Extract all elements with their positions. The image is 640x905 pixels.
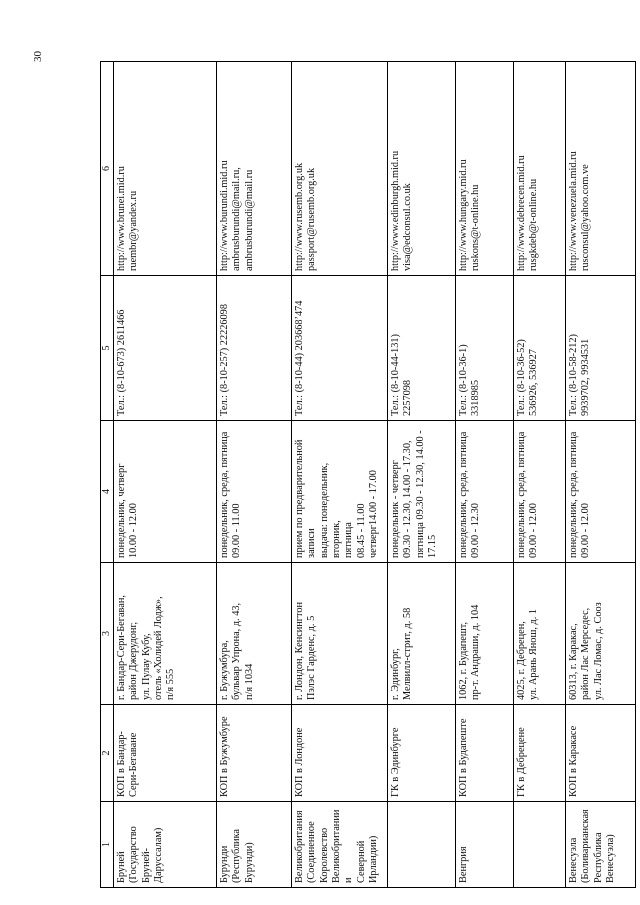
- country-cell: [566, 802, 636, 888]
- consulate-table: [100, 61, 636, 888]
- cell-line: г. Лондон, Кенсингтон: [294, 601, 305, 700]
- cell-line: 1062, г. Будапешт,: [458, 621, 469, 700]
- web-contact-cell: [217, 62, 292, 276]
- cell-line: ambrusburundi@mail.ru,: [231, 167, 243, 271]
- cell-line: выдача: понедельник, вторник,: [318, 462, 343, 558]
- table-row: [292, 62, 388, 888]
- cell-line: Тел.: (8-10-257) 22226098: [219, 304, 230, 416]
- cell-line: ГК в Эдинбурге: [390, 727, 401, 797]
- mission-cell: [456, 705, 514, 802]
- web-contact-cell: [388, 62, 456, 276]
- country-cell: [514, 802, 566, 888]
- cell-line: ruembr@yandex.ru: [128, 190, 140, 271]
- hours-cell: [217, 421, 292, 563]
- page-number: 30: [32, 51, 44, 62]
- cell-line: г. Бандар-Сери-Бегаван,: [116, 595, 127, 700]
- cell-line: http://www.rusemb.org.uk: [294, 162, 305, 271]
- cell-line: http://www.brunei.mid.ru: [116, 166, 127, 271]
- cell-line: четверг14.00 - 17.00: [368, 470, 380, 558]
- mission-cell: [388, 705, 456, 802]
- phone-cell: [514, 276, 566, 421]
- cell-line: 17.15: [427, 534, 439, 558]
- hours-cell: [566, 421, 636, 563]
- table-row: [388, 62, 456, 888]
- column-number: 1: [101, 802, 114, 888]
- cell-line: Бурунди): [243, 842, 255, 883]
- cell-line: Венесуэла): [605, 834, 617, 883]
- cell-line: 3318985: [470, 379, 482, 416]
- mission-cell: [514, 705, 566, 802]
- cell-line: понедельник, четверг: [116, 463, 127, 558]
- column-number: 6: [101, 62, 114, 276]
- cell-line: Тел.: (8-10-36-1): [458, 344, 469, 416]
- cell-line: записи: [306, 528, 318, 558]
- cell-line: г. Бужумбура,: [219, 640, 230, 700]
- web-contact-cell: [114, 62, 217, 276]
- cell-line: Тел.: (8-10-44) 203668’474: [294, 300, 305, 416]
- cell-line: http://www.venezuela.mid.ru: [568, 151, 579, 271]
- column-number: 2: [101, 705, 114, 802]
- country-cell: [114, 802, 217, 888]
- cell-line: http://www.hungary.mid.ru: [458, 159, 469, 271]
- mission-cell: [566, 705, 636, 802]
- cell-line: (Республика: [231, 829, 243, 883]
- web-contact-cell: [456, 62, 514, 276]
- cell-line: 4025, г. Дебрецен,: [516, 621, 527, 700]
- cell-line: Бурунди: [219, 845, 230, 883]
- cell-line: Тел.: (8-10-44-131): [390, 334, 401, 416]
- cell-line: г. Эдинбург,: [390, 648, 401, 700]
- address-cell: [514, 563, 566, 705]
- cell-line: ул. Арань Янош, д. 1: [528, 608, 540, 700]
- cell-line: http://www.debrecen.mid.ru: [516, 155, 527, 271]
- mission-cell: [292, 705, 388, 802]
- country-cell: [456, 802, 514, 888]
- cell-line: понедельник, среда, пятница: [568, 431, 579, 558]
- cell-line: (Соединенное: [306, 821, 318, 883]
- cell-line: 09.00 - 11.00: [231, 503, 243, 558]
- cell-line: отель «Холидей Лодж»,: [153, 596, 165, 700]
- cell-line: Пэлэс Гарденс, д. 5: [306, 615, 318, 700]
- cell-line: ГК в Дебрецене: [516, 727, 527, 797]
- cell-line: http://www.edinburgh.mid.ru: [390, 150, 401, 271]
- cell-line: 2257098: [402, 379, 414, 416]
- cell-line: ул. Лас Ломас, д. Сооз: [592, 602, 604, 700]
- cell-line: 09.00 - 12.00: [580, 503, 592, 558]
- address-cell: [456, 563, 514, 705]
- cell-line: ул. Пулау Кубу,: [140, 633, 152, 700]
- cell-line: пятница: [343, 522, 355, 558]
- hours-cell: [514, 421, 566, 563]
- hours-cell: [388, 421, 456, 563]
- phone-cell: [292, 276, 388, 421]
- mission-cell: [217, 705, 292, 802]
- cell-line: http://www.burundi.mid.ru: [219, 160, 230, 271]
- cell-line: Бруней: [116, 851, 127, 883]
- cell-line: понедельник, среда, пятница: [219, 431, 230, 558]
- cell-line: rusgkdeb@t-online.hu: [528, 178, 540, 271]
- cell-line: Королевство: [318, 827, 330, 883]
- address-cell: [388, 563, 456, 705]
- cell-line: 08.45 - 11.00: [355, 503, 367, 558]
- column-number: 4: [101, 421, 114, 563]
- phone-cell: [388, 276, 456, 421]
- cell-line: Тел.: (8-10-58-212): [568, 334, 579, 416]
- rotated-table-wrapper: [100, 62, 617, 888]
- cell-line: Мелвилл-стрит, д. 58: [402, 607, 414, 700]
- address-cell: [292, 563, 388, 705]
- web-contact-cell: [292, 62, 388, 276]
- table-row: [456, 62, 514, 888]
- column-number-row: [101, 62, 114, 888]
- cell-line: visa@edconsul.co.uk: [402, 183, 414, 271]
- column-number: 3: [101, 563, 114, 705]
- cell-line: Венгрия: [458, 846, 469, 883]
- cell-line: Даруссалам): [153, 827, 165, 883]
- phone-cell: [566, 276, 636, 421]
- cell-line: passport@rusemb.org.uk: [306, 167, 318, 271]
- cell-line: 9939702, 9934531: [580, 338, 592, 416]
- phone-cell: [456, 276, 514, 421]
- cell-line: Тел.: (8-10-36-52): [516, 339, 527, 416]
- cell-line: 536926, 536927: [528, 349, 540, 416]
- address-cell: [217, 563, 292, 705]
- cell-line: КОП в Лондоне: [294, 727, 305, 797]
- cell-line: понедельник, среда, пятница: [458, 431, 469, 558]
- cell-line: 09.00 - 12.00: [528, 503, 540, 558]
- country-cell: [388, 802, 456, 888]
- cell-line: Бруней-: [140, 847, 152, 883]
- cell-line: район Лас Мерседес,: [580, 607, 592, 700]
- cell-line: ambrusburundi@mail.ru: [243, 169, 255, 271]
- cell-line: понедельник, среда, пятница: [516, 431, 527, 558]
- cell-line: 09.30 - 12.30, 14.00 - 17.30,: [402, 440, 414, 558]
- table-row: [514, 62, 566, 888]
- phone-cell: [217, 276, 292, 421]
- cell-line: Великобритании и: [331, 809, 355, 883]
- cell-line: пр-т. Андраши, д. 104: [470, 604, 482, 700]
- country-cell: [292, 802, 388, 888]
- cell-line: Ирландии): [368, 835, 380, 883]
- cell-line: п/я 1034: [243, 663, 255, 700]
- cell-line: район Джерудонг,: [128, 621, 140, 700]
- table-row: [217, 62, 292, 888]
- cell-line: (Боливарианская: [580, 809, 592, 883]
- cell-line: КОП в Будапеште: [458, 718, 469, 797]
- cell-line: Республика: [592, 832, 604, 883]
- column-number: 5: [101, 276, 114, 421]
- address-cell: [566, 563, 636, 705]
- cell-line: Северной: [355, 840, 367, 883]
- cell-line: Великобритания: [294, 810, 305, 883]
- web-contact-cell: [566, 62, 636, 276]
- cell-line: понедельник - четверг: [390, 460, 401, 558]
- cell-line: п/я 555: [165, 668, 177, 700]
- cell-line: пятница 09.30 - 12.30, 14.00 -: [414, 430, 426, 558]
- cell-line: Тел.: (8-10-673) 2611466: [116, 309, 127, 416]
- cell-line: КОП в Каракасе: [568, 725, 579, 797]
- phone-cell: [114, 276, 217, 421]
- cell-line: КОП в Бандар-: [116, 731, 127, 797]
- cell-line: Венесуэла: [568, 837, 579, 883]
- cell-line: 60313, г. Каракас,: [568, 623, 579, 700]
- hours-cell: [114, 421, 217, 563]
- cell-line: (Государство: [128, 826, 140, 883]
- cell-line: 09.00 - 12.30: [470, 503, 482, 558]
- cell-line: Сери-Бегаване: [128, 732, 140, 797]
- hours-cell: [292, 421, 388, 563]
- cell-line: бульвар Упрона, д. 43,: [231, 602, 243, 700]
- hours-cell: [456, 421, 514, 563]
- cell-line: ruskons@t-online.hu: [470, 184, 482, 271]
- table-row: [114, 62, 217, 888]
- web-contact-cell: [514, 62, 566, 276]
- cell-line: прием по предварительной: [294, 439, 305, 558]
- cell-line: КОП в Бужумбуре: [219, 716, 230, 797]
- country-cell: [217, 802, 292, 888]
- mission-cell: [114, 705, 217, 802]
- address-cell: [114, 563, 217, 705]
- cell-line: rusconsul@yahoo.com.ve: [580, 164, 592, 271]
- cell-line: 10.00 - 12.00: [128, 503, 140, 558]
- table-row: [566, 62, 636, 888]
